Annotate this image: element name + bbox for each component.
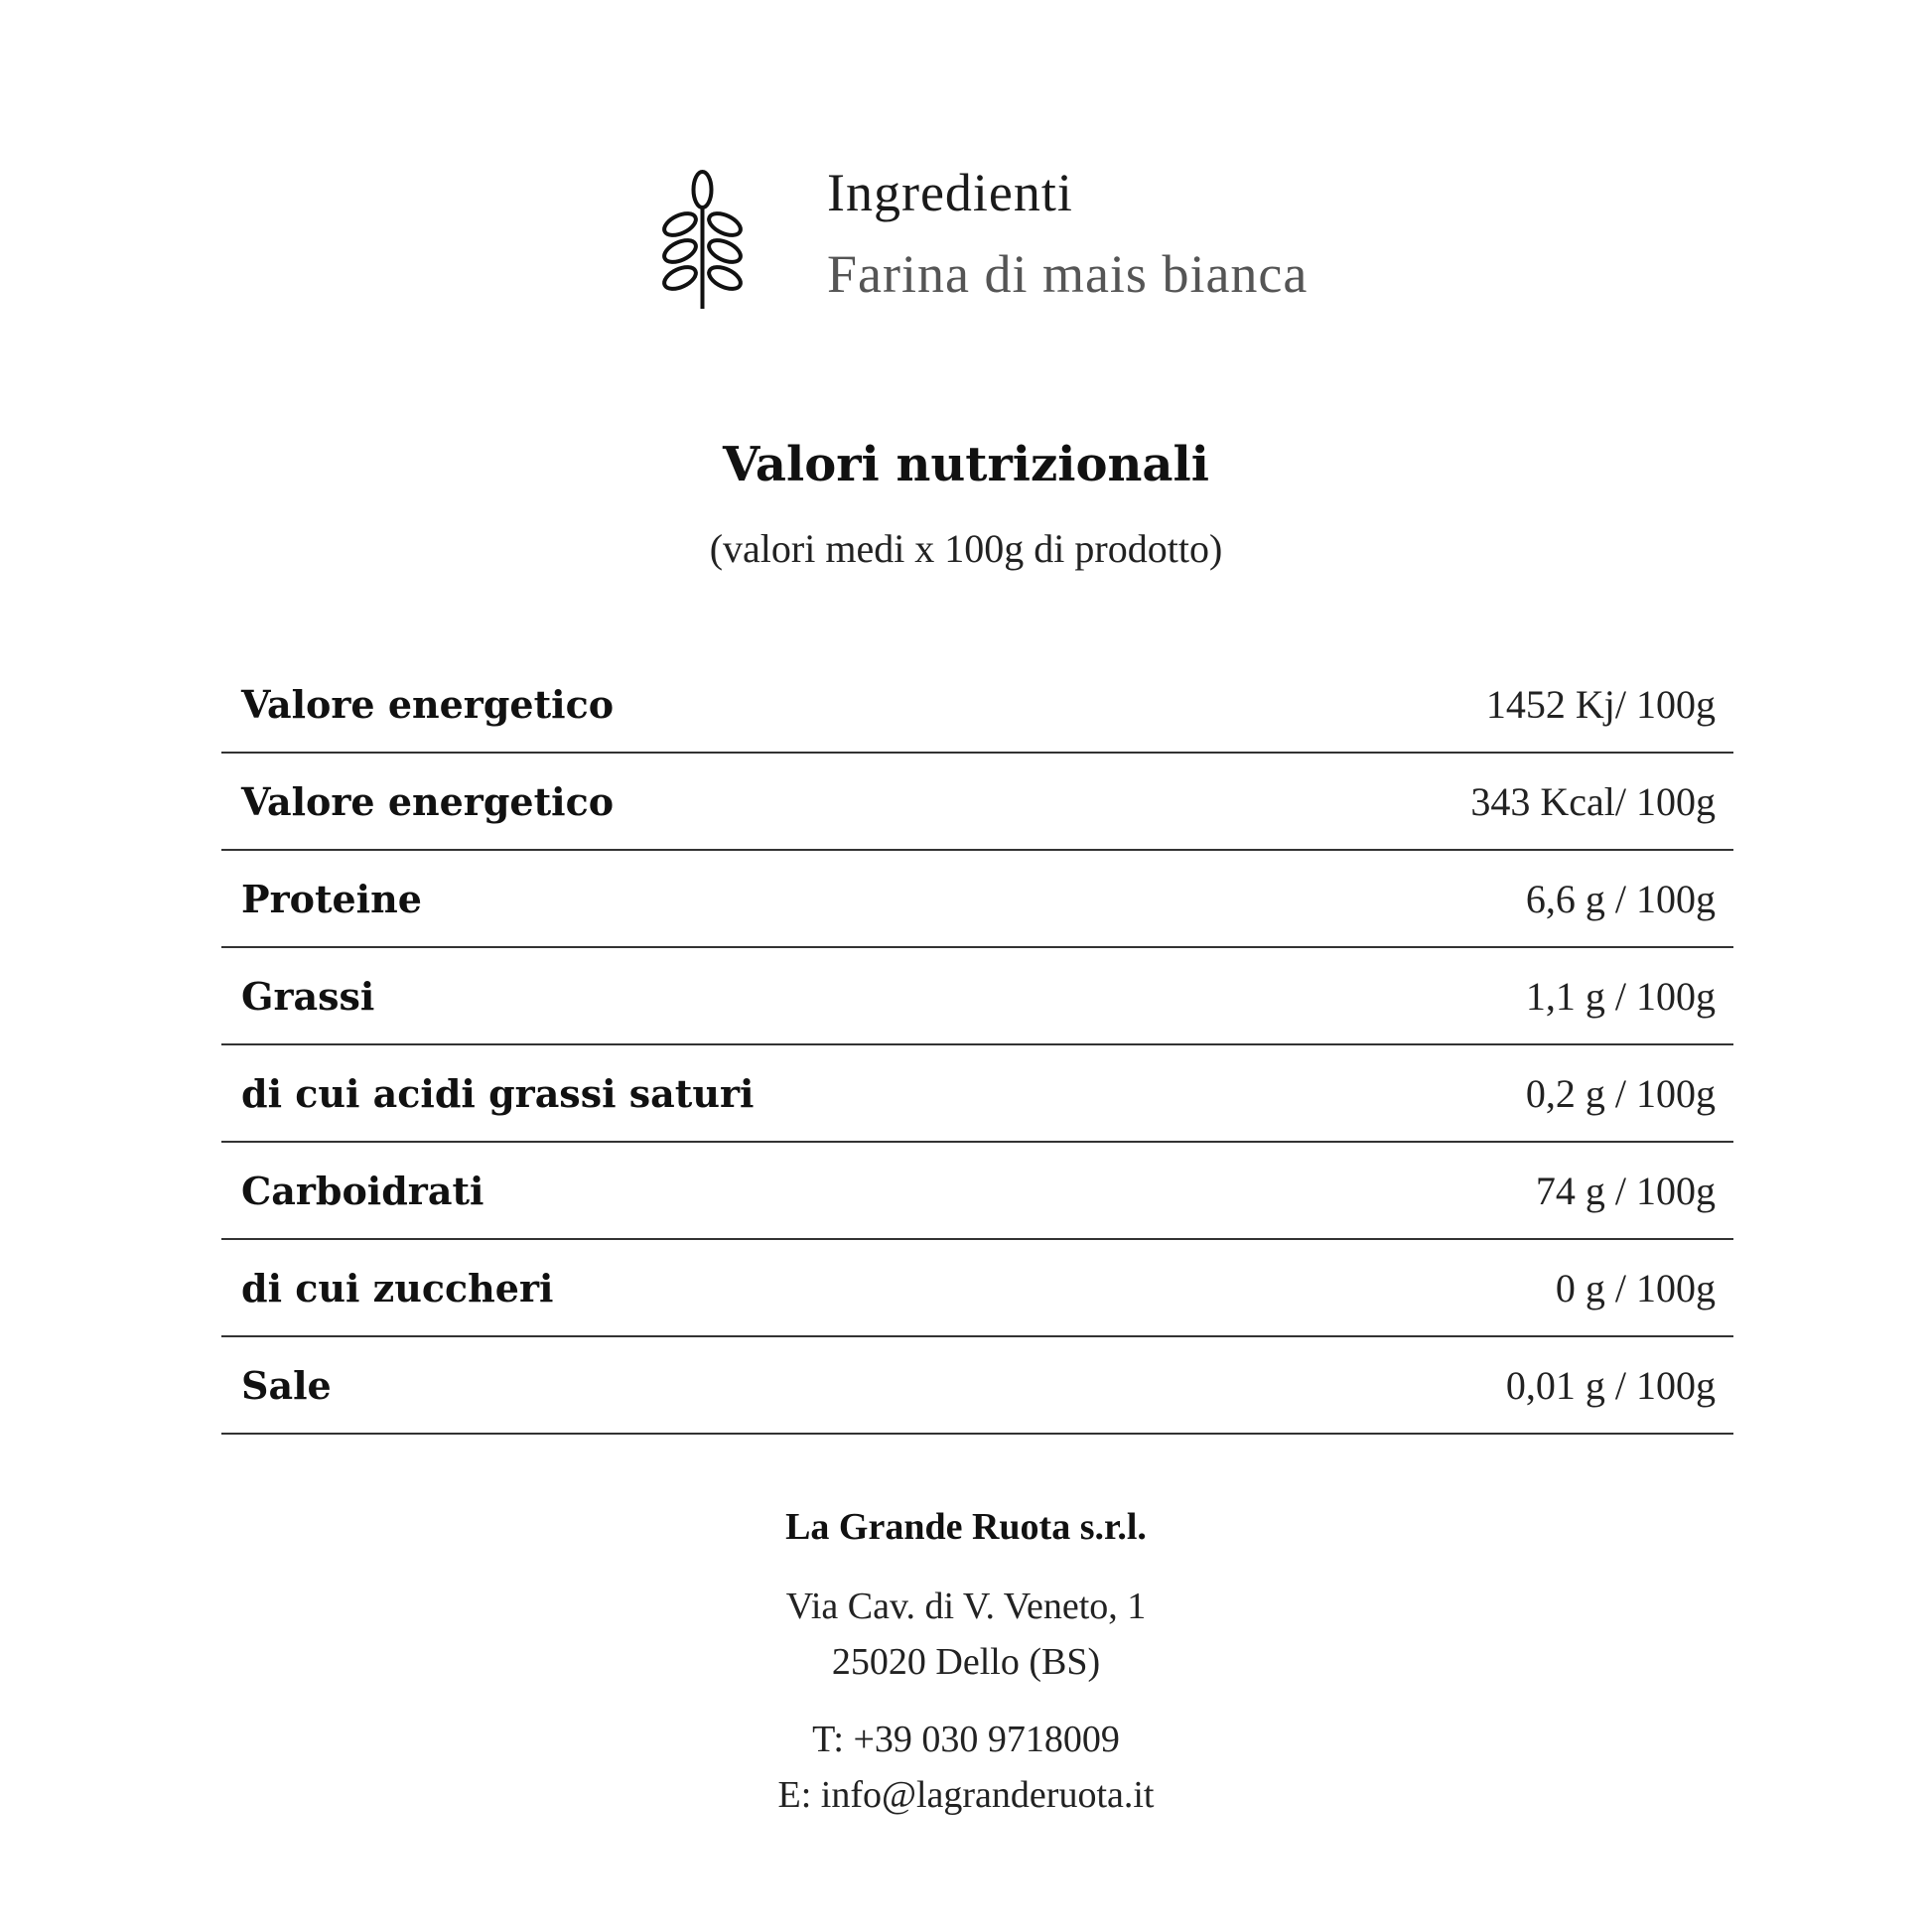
table-row: [221, 1337, 1733, 1435]
table-row: [221, 754, 1733, 851]
nutrition-table: [221, 656, 1733, 1435]
row-label: Valore energetico: [241, 681, 615, 727]
row-value: 0,2 g / 100g: [1525, 1070, 1716, 1116]
company-footer: [0, 1499, 1932, 1823]
row-label: Sale: [241, 1362, 332, 1408]
address-line-2: 25020 Dello (BS): [831, 1641, 1101, 1683]
table-row: [221, 1240, 1733, 1337]
ingredients-text: [827, 164, 1308, 303]
table-row: [221, 1143, 1733, 1240]
address-line-1: Via Cav. di V. Veneto, 1: [785, 1586, 1147, 1627]
row-label: Grassi: [241, 973, 375, 1019]
row-label: Carboidrati: [241, 1168, 484, 1213]
nutrition-subtitle: (valori medi x 100g di prodotto): [709, 526, 1223, 571]
row-label: di cui zuccheri: [241, 1265, 554, 1311]
company-contacts: [0, 1712, 1932, 1823]
table-row: [221, 851, 1733, 948]
nutrition-title: Valori nutrizionali: [723, 437, 1209, 492]
row-value: 0,01 g / 100g: [1505, 1362, 1716, 1408]
email-address: E: info@lagranderuota.it: [777, 1774, 1155, 1816]
company-name: La Grande Ruota s.r.l.: [785, 1506, 1147, 1548]
ingredients-value: Farina di mais bianca: [827, 244, 1309, 304]
table-row: [221, 656, 1733, 754]
row-label: Proteine: [241, 876, 422, 921]
row-value: 343 Kcal/ 100g: [1470, 778, 1716, 824]
ingredients-section: [655, 164, 1308, 312]
table-row: [221, 948, 1733, 1045]
row-label: di cui acidi grassi saturi: [241, 1070, 755, 1116]
row-value: 1,1 g / 100g: [1525, 973, 1716, 1019]
wheat-icon: [655, 168, 750, 312]
row-value: 6,6 g / 100g: [1525, 876, 1716, 921]
table-row: [221, 1045, 1733, 1143]
phone-number: T: +39 030 9718009: [812, 1719, 1120, 1760]
row-value: 74 g / 100g: [1535, 1168, 1716, 1213]
row-value: 1452 Kj/ 100g: [1485, 681, 1716, 727]
row-label: Valore energetico: [241, 778, 615, 824]
ingredients-title: Ingredienti: [827, 163, 1073, 222]
row-value: 0 g / 100g: [1555, 1265, 1716, 1311]
company-address: [0, 1579, 1932, 1690]
